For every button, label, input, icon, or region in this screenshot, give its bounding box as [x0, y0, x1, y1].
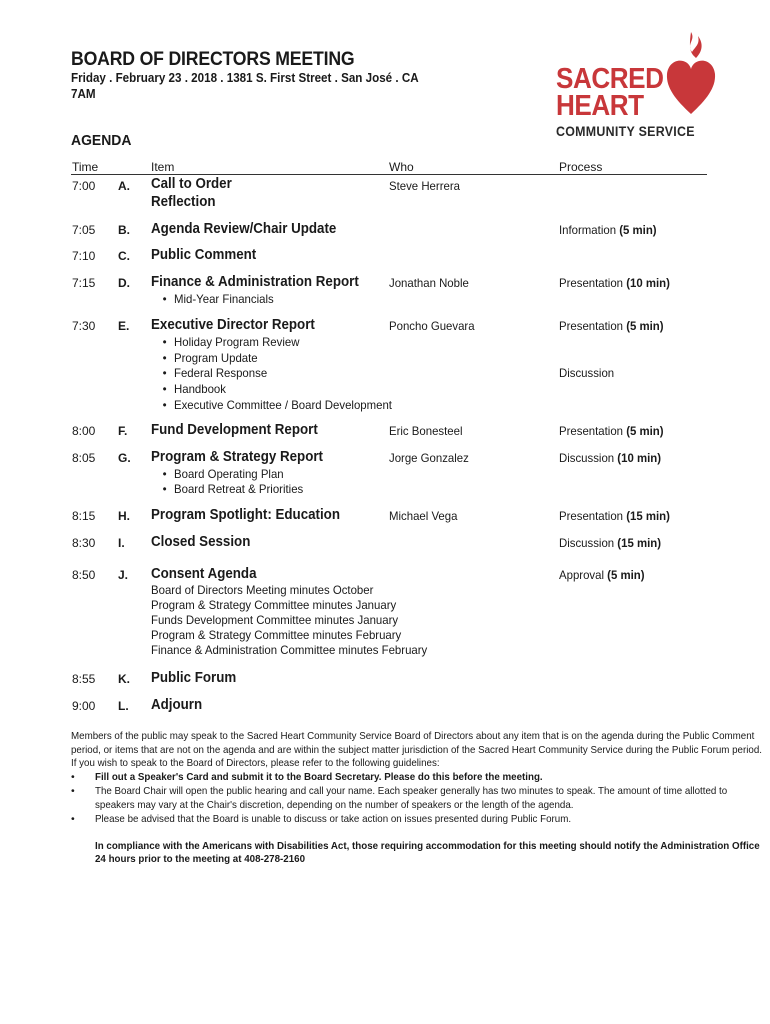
row-time: 7:10: [72, 249, 96, 263]
guideline-1: Fill out a Speaker's Card and submit it to the Board Secretary. Please do this before the meeting.: [95, 771, 543, 783]
row-item: Finance & Administration Report: [151, 274, 359, 290]
row-time: 8:55: [72, 672, 96, 686]
row-time: 8:15: [72, 509, 96, 523]
row-who: Steve Herrera: [389, 179, 460, 193]
row-who: Michael Vega: [389, 509, 458, 523]
row-bullet: • Handbook: [174, 382, 226, 396]
row-bullet: • Board Retreat & Priorities: [174, 482, 303, 496]
logo-line-2: HEART: [556, 90, 644, 122]
row-bullet: • Executive Committee / Board Development: [174, 398, 392, 412]
row-letter: I.: [118, 536, 125, 550]
row-time: 8:05: [72, 451, 96, 465]
row-item: Executive Director Report: [151, 317, 315, 333]
row-process: Approval (5 min): [559, 568, 645, 582]
bullet-dot: •: [71, 771, 75, 783]
public-comment-para-2: period, or items that are not on the agenda and are within the subject matter jurisdiction of the Sacred Heart Community Service during the Public Forum period.: [71, 744, 762, 756]
column-process: Process: [559, 160, 603, 174]
row-letter: J.: [118, 568, 129, 582]
row-process: Discussion (10 min): [559, 451, 662, 465]
header-rule: [71, 174, 707, 175]
row-process: Presentation (5 min): [559, 319, 664, 333]
row-process: Presentation (5 min): [559, 424, 664, 438]
agenda-heading: AGENDA: [71, 132, 132, 149]
logo-line-1: SACRED: [556, 63, 664, 95]
row-letter: H.: [118, 509, 130, 523]
meeting-date-location: Friday . February 23 . 2018 . 1381 S. First Street . San José . CA: [71, 71, 419, 85]
row-item: Consent Agenda: [151, 566, 257, 582]
row-bullet: • Holiday Program Review: [174, 335, 299, 349]
column-who: Who: [389, 160, 414, 174]
row-letter: L.: [118, 699, 129, 713]
row-process: Discussion (15 min): [559, 536, 662, 550]
row-item: Call to Order: [151, 176, 232, 192]
row-letter: C.: [118, 249, 130, 263]
row-bullet: • Mid-Year Financials: [174, 292, 274, 306]
consent-item: Program & Strategy Committee minutes February: [151, 628, 402, 642]
row-process: Presentation (10 min): [559, 276, 670, 290]
guideline-2: The Board Chair will open the public hearing and call your name. Each speaker generally has two minutes to speak. The amount of time allotted to: [95, 785, 728, 797]
guideline-3: Please be advised that the Board is unable to discuss or take action on issues presented during Public Forum.: [95, 813, 572, 825]
row-bullet: • Board Operating Plan: [174, 467, 284, 481]
row-letter: A.: [118, 179, 130, 193]
consent-item: Board of Directors Meeting minutes October: [151, 583, 374, 597]
row-who: Eric Bonesteel: [389, 424, 463, 438]
row-letter: D.: [118, 276, 130, 290]
row-item: Program & Strategy Report: [151, 449, 323, 465]
row-process-2: Discussion: [559, 366, 615, 380]
row-letter: G.: [118, 451, 131, 465]
row-bullet: • Federal Response: [174, 366, 267, 380]
row-letter: F.: [118, 424, 128, 438]
ada-notice-2: 24 hours prior to the meeting at 408-278-2160: [95, 853, 306, 865]
row-letter: K.: [118, 672, 130, 686]
row-item: Adjourn: [151, 697, 203, 713]
flaming-heart-icon: [666, 30, 716, 116]
ada-notice-1: In compliance with the Americans with Disabilities Act, those requiring accommodation for this meeting should notify the Administration Office: [95, 840, 760, 852]
row-item: Agenda Review/Chair Update: [151, 221, 337, 237]
row-who: Poncho Guevara: [389, 319, 475, 333]
row-time: 7:30: [72, 319, 96, 333]
row-item: Public Forum: [151, 670, 237, 686]
sacred-heart-logo: [556, 30, 716, 142]
row-time: 8:50: [72, 568, 96, 582]
public-comment-para-3: If you wish to speak to the Board of Directors, please refer to the following guidelines:: [71, 757, 440, 769]
guideline-2-cont: speakers may vary at the Chair's discretion, depending on the number of speakers or the length of the agenda.: [95, 799, 574, 811]
logo-line-3: COMMUNITY SERVICE: [556, 124, 695, 139]
row-time: 8:30: [72, 536, 96, 550]
row-time: 7:05: [72, 223, 96, 237]
row-item: Fund Development Report: [151, 422, 318, 438]
row-item-sub: Reflection: [151, 194, 216, 210]
row-item: Closed Session: [151, 534, 251, 550]
column-item: Item: [151, 160, 175, 174]
consent-item: Funds Development Committee minutes January: [151, 613, 399, 627]
row-who: Jonathan Noble: [389, 276, 469, 290]
row-time: 9:00: [72, 699, 96, 713]
row-process: Information (5 min): [559, 223, 657, 237]
row-time: 8:00: [72, 424, 96, 438]
meeting-time: 7AM: [71, 87, 96, 101]
row-letter: E.: [118, 319, 130, 333]
row-process: Presentation (15 min): [559, 509, 670, 523]
column-time: Time: [72, 160, 99, 174]
row-who: Jorge Gonzalez: [389, 451, 469, 465]
consent-item: Program & Strategy Committee minutes January: [151, 598, 397, 612]
bullet-dot: •: [71, 785, 75, 797]
row-bullet: • Program Update: [174, 351, 258, 365]
row-item: Public Comment: [151, 247, 257, 263]
row-time: 7:15: [72, 276, 96, 290]
row-time: 7:00: [72, 179, 96, 193]
row-letter: B.: [118, 223, 130, 237]
bullet-dot: •: [71, 813, 75, 825]
row-item: Program Spotlight: Education: [151, 507, 340, 523]
consent-item: Finance & Administration Committee minutes February: [151, 643, 428, 657]
public-comment-para-1: Members of the public may speak to the Sacred Heart Community Service Board of Directors about any item that is on the agenda during the Public Comment: [71, 730, 755, 742]
document-title: BOARD OF DIRECTORS MEETING: [71, 49, 355, 70]
